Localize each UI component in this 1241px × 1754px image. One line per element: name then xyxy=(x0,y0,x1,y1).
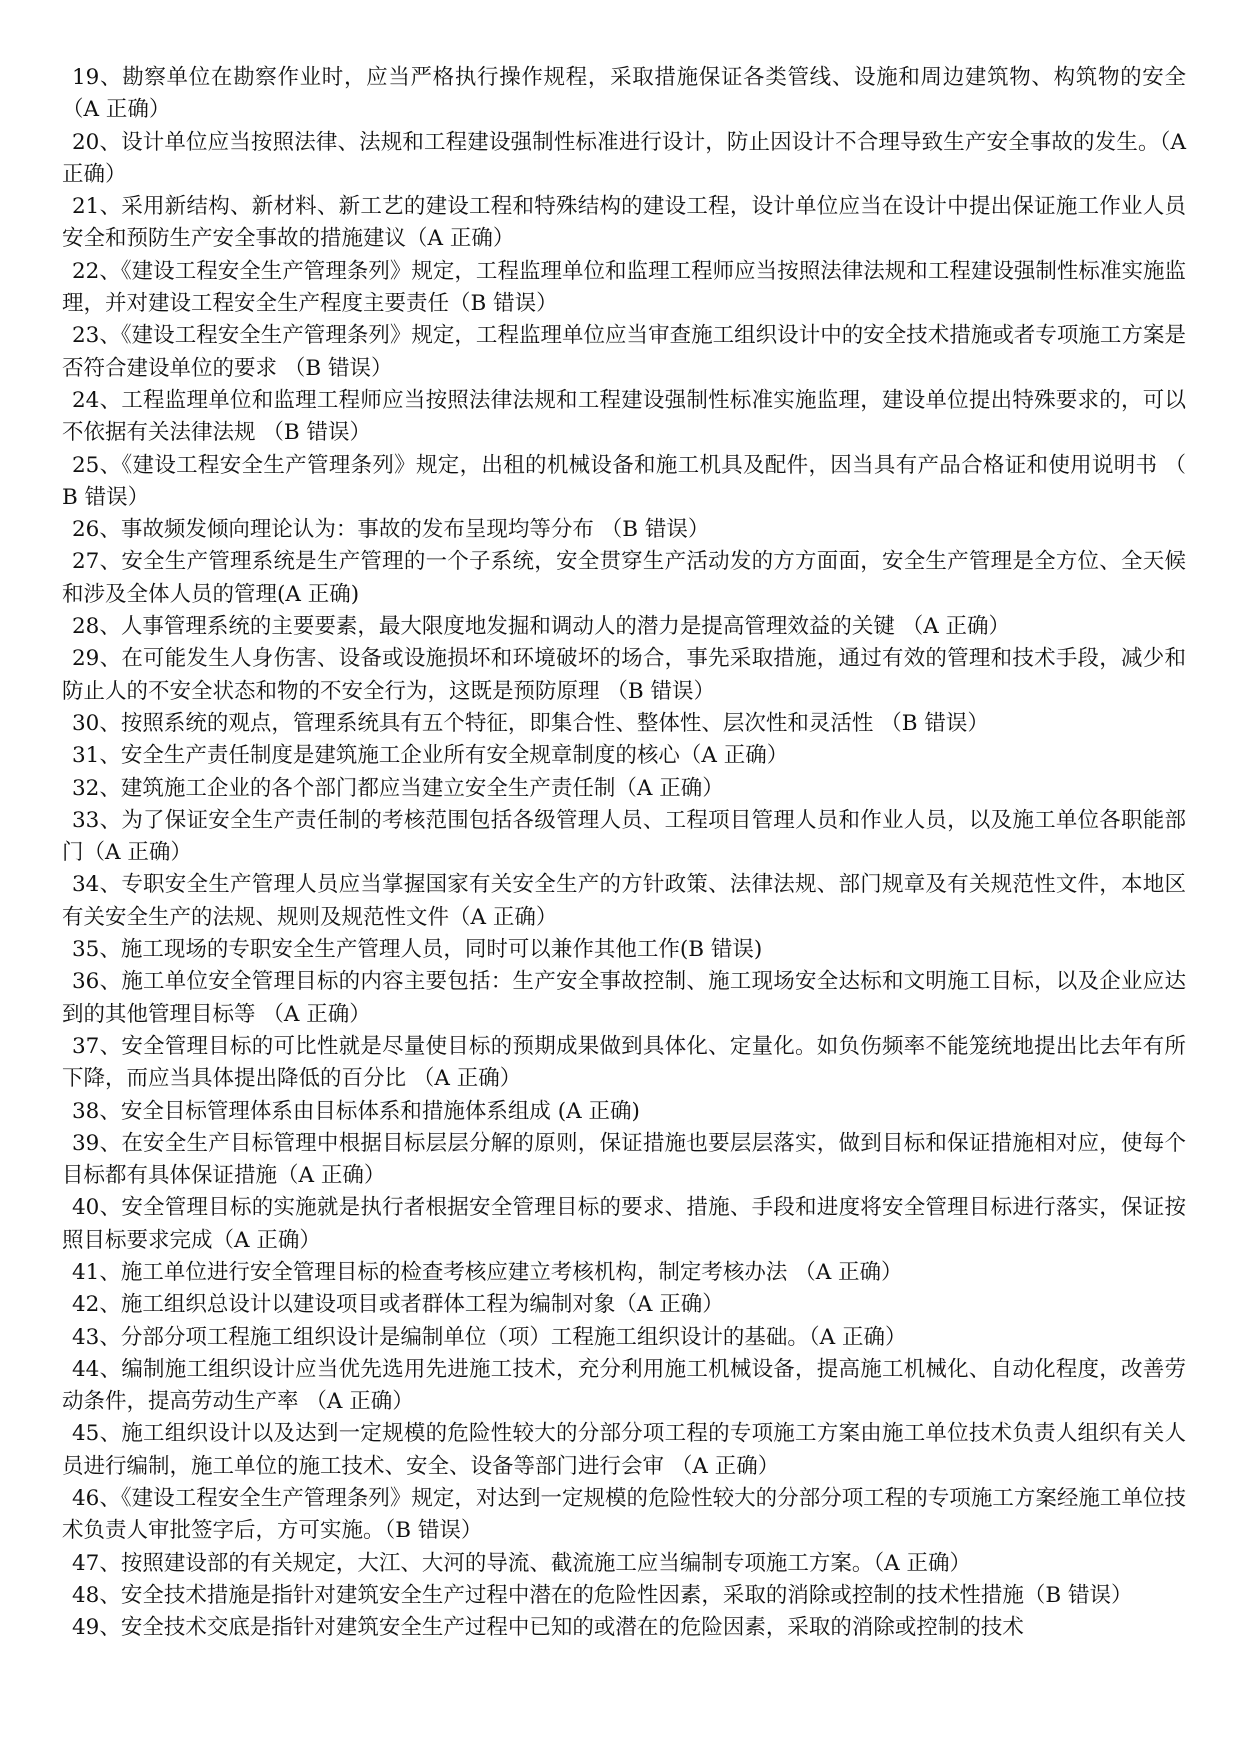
list-item: 49、安全技术交底是指针对建筑安全生产过程中已知的或潜在的危险因素，采取的消除或控制的技术 xyxy=(72,1615,1024,1641)
list-item: 25、《建设工程安全生产管理条列》规定，出租的机械设备和施工机具及配件，因当具有产品合格证和使用说明书 （ B 错误） xyxy=(62,452,1186,510)
list-item: 27、安全生产管理系统是生产管理的一个子系统，安全贯穿生产活动发的方方面面，安全生产管理是全方位、全天候和涉及全体人员的管理(A 正确) xyxy=(62,549,1186,607)
list-item: 46、《建设工程安全生产管理条列》规定，对达到一定规模的危险性较大的分部分项工程的专项施工方案经施工单位技术负责人审批签字后，方可实施。（B 错误） xyxy=(62,1486,1186,1544)
list-item: 19、勘察单位在勘察作业时，应当严格执行操作规程，采取措施保证各类管线、设施和周边建筑物、构筑物的安全 （A 正确） xyxy=(62,65,1186,123)
list-item: 29、在可能发生人身伤害、设备或设施损坏和环境破坏的场合，事先采取措施，通过有效的管理和技术手段，减少和防止人的不安全状态和物的不安全行为，这既是预防原理 （B 错误） xyxy=(62,646,1186,704)
list-item: 39、在安全生产目标管理中根据目标层层分解的原则，保证措施也要层层落实，做到目标和保证措施相对应，使每个目标都有具体保证措施（A 正确） xyxy=(62,1130,1186,1189)
list-item: 41、施工单位进行安全管理目标的检查考核应建立考核机构，制定考核办法 （A 正确） xyxy=(72,1259,903,1285)
list-item: 23、《建设工程安全生产管理条列》规定，工程监理单位应当审查施工组织设计中的安全技术措施或者专项施工方案是否符合建设单位的要求 （B 错误） xyxy=(62,323,1186,381)
list-item: 45、施工组织设计以及达到一定规模的危险性较大的分部分项工程的专项施工方案由施工单位技术负责人组织有关人员进行编制，施工单位的施工技术、安全、设备等部门进行会审 （A 正确） xyxy=(62,1421,1186,1479)
list-item: 30、按照系统的观点，管理系统具有五个特征，即集合性、整体性、层次性和灵活性 （B 错误） xyxy=(72,710,989,736)
list-item: 37、安全管理目标的可比性就是尽量使目标的预期成果做到具体化、定量化。如负伤频率不能笼统地提出比去年有所下降，而应当具体提出降低的百分比 （A 正确） xyxy=(62,1033,1186,1092)
list-item: 42、施工组织总设计以建设项目或者群体工程为编制对象（A 正确） xyxy=(72,1292,724,1318)
list-item: 36、施工单位安全管理目标的内容主要包括：生产安全事故控制、施工现场安全达标和文明施工目标，以及企业应达到的其他管理目标等 （A 正确） xyxy=(62,969,1186,1027)
list-item: 35、施工现场的专职安全生产管理人员，同时可以兼作其他工作(B 错误) xyxy=(72,937,763,963)
list-item: 26、事故频发倾向理论认为：事故的发布呈现均等分布 （B 错误） xyxy=(72,517,710,543)
list-item: 43、分部分项工程施工组织设计是编制单位（项）工程施工组织设计的基础。（A 正确） xyxy=(72,1324,907,1350)
list-item: 34、专职安全生产管理人员应当掌握国家有关安全生产的方针政策、法律法规、部门规章及有关规范性文件，本地区有关安全生产的法规、规则及规范性文件（A 正确） xyxy=(62,872,1186,930)
list-item: 28、人事管理系统的主要要素，最大限度地发掘和调动人的潜力是提高管理效益的关键 （A 正确） xyxy=(72,614,1011,640)
list-item: 33、为了保证安全生产责任制的考核范围包括各级管理人员、工程项目管理人员和作业人员，以及施工单位各职能部门（A 正确） xyxy=(62,807,1186,866)
list-item: 44、编制施工组织设计应当优先选用先进施工技术，充分利用施工机械设备，提高施工机械化、自动化程度，改善劳动条件，提高劳动生产率 （A 正确） xyxy=(62,1356,1186,1415)
list-item: 47、按照建设部的有关规定，大江、大河的导流、截流施工应当编制专项施工方案。（A 正确） xyxy=(72,1550,971,1576)
list-item: 22、《建设工程安全生产管理条列》规定，工程监理单位和监理工程师应当按照法律法规和工程建设强制性标准实施监理，并对建设工程安全生产程度主要责任（B 错误） xyxy=(62,258,1186,317)
list-item: 24、工程监理单位和监理工程师应当按照法律法规和工程建设强制性标准实施监理，建设单位提出特殊要求的，可以不依据有关法律法规 （B 错误） xyxy=(62,387,1186,446)
list-item: 20、设计单位应当按照法律、法规和工程建设强制性标准进行设计，防止因设计不合理导致生产安全事故的发生。（A 正确） xyxy=(62,129,1186,187)
list-item: 48、安全技术措施是指针对建筑安全生产过程中潜在的危险性因素，采取的消除或控制的技术性措施（B 错误） xyxy=(72,1582,1133,1608)
list-item: 38、安全目标管理体系由目标体系和措施体系组成 (A 正确) xyxy=(72,1098,640,1124)
list-item: 31、安全生产责任制度是建筑施工企业所有安全规章制度的核心（A 正确） xyxy=(72,743,789,769)
list-item: 21、采用新结构、新材料、新工艺的建设工程和特殊结构的建设工程，设计单位应当在设计中提出保证施工作业人员安全和预防生产安全事故的措施建议（A 正确） xyxy=(62,194,1186,252)
question-list xyxy=(62,62,1186,1645)
list-item: 40、安全管理目标的实施就是执行者根据安全管理目标的要求、措施、手段和进度将安全管理目标进行落实，保证按照目标要求完成（A 正确） xyxy=(62,1195,1186,1253)
list-item: 32、建筑施工企业的各个部门都应当建立安全生产责任制（A 正确） xyxy=(72,775,724,801)
